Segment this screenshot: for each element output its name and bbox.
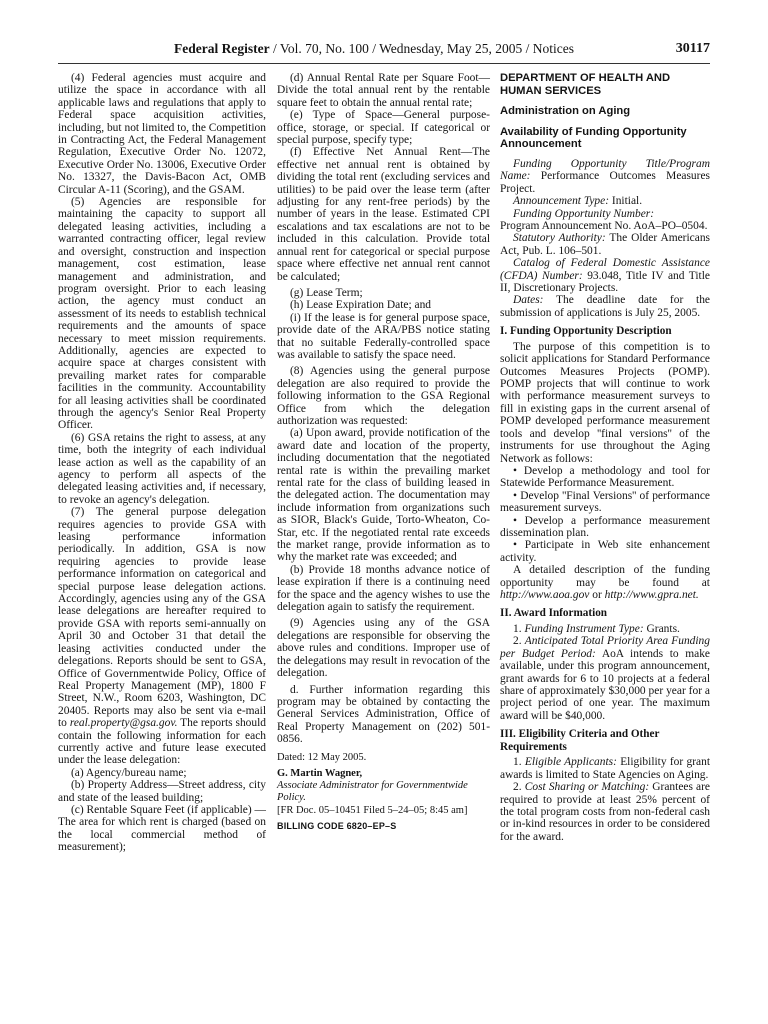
ea-value: Eligibility for grant awards is limited to State Agencies on Aging.	[500, 756, 710, 781]
ea-num: 1.	[513, 756, 525, 769]
anticipated-funding	[500, 635, 710, 722]
fit-num: 1.	[513, 622, 525, 635]
fo-label: Funding Opportunity Title/Program Name:	[500, 157, 710, 183]
aoa-link[interactable]: http://www.aoa.gov	[500, 588, 590, 601]
signer-title-text: Associate Administrator for Governmentwide Policy.	[277, 779, 468, 804]
office-heading: Administration on Aging	[500, 105, 631, 118]
detail-or: or	[589, 588, 605, 601]
paragraph-d: d. Further information regarding this program may be obtained by contacting the General Services Administration, Office of Real Property Management on (202) 501-0856.	[277, 683, 490, 746]
header-rule	[58, 63, 710, 64]
paragraph-9: (9) Agencies using any of the GSA delegations are responsible for observing the above rules and conditions. Improper use of the delegations may result in revocation of the delegation.	[277, 617, 490, 680]
item-8b: (b) Provide 18 months advance notice of lease expiration if there is a continuing need for the space and the agency wishes to use the delegation again to satisfy the requirement.	[277, 563, 490, 614]
atp-label: Anticipated Total Priority Area Funding per Budget Period:	[500, 635, 710, 660]
fit-label: Funding Instrument Type:	[524, 622, 644, 635]
journal-name: Federal Register	[174, 41, 270, 56]
funding-opportunity-number	[500, 208, 710, 220]
bullet-1: • Develop a methodology and tool for Statewide Performance Measurement.	[500, 464, 710, 490]
statutory-authority	[500, 232, 710, 257]
funding-opportunity-title	[500, 158, 710, 195]
gpra-link[interactable]: http://www.gpra.net.	[604, 588, 699, 601]
running-header	[58, 41, 710, 61]
dates	[500, 294, 710, 319]
atp-value: AoA intends to make available, under this program announcement, grant awards for 6 to 10 projects at a federal share of approximately $30,000 per year for a project period of one year. The maximum award will be $40,000.	[500, 647, 710, 722]
item-g: (g) Lease Term;	[290, 286, 363, 299]
item-h: (h) Lease Expiration Date; and	[290, 299, 432, 312]
email-link[interactable]: real.property@gsa.gov.	[69, 717, 178, 730]
fo-value: Performance Outcomes Measures Project.	[500, 170, 710, 195]
cs-label: Cost Sharing or Matching:	[524, 781, 650, 794]
dated-line: Dated: 12 May 2005.	[277, 751, 367, 763]
sa-value: The Older Americans Act, Pub. L. 106–501.	[500, 232, 710, 257]
page-number: 30117	[675, 41, 710, 56]
paragraph-7-tail: The reports should contain the following information for each currently active and future lease executed under the lease delegation:	[58, 717, 266, 767]
detail-paragraph	[500, 564, 710, 601]
fit-value: Grants.	[643, 622, 680, 635]
paragraph-6: (6) GSA retains the right to assess, at any time, both the integrity of each individual lease action as well as the capability of an agency to perform all aspects of the delegated leasing activities and, if necessary, to revoke an agency's delegation.	[58, 431, 266, 506]
cost-sharing	[500, 781, 710, 843]
funding-instrument-type	[500, 623, 710, 635]
section-1-heading: I. Funding Opportunity Description	[500, 325, 672, 338]
notice-title: Availability of Funding Opportunity Announcement	[500, 125, 687, 151]
at-label: Announcement Type:	[513, 195, 610, 208]
dates-value: The deadline date for the submission of applications is July 25, 2005.	[500, 294, 710, 319]
item-8a: (a) Upon award, provide notification of the award date and location of the property, including documentation that the negotiated rental rate is within the prevailing market rental rate for the class of building leased in the delegated action. The documentation may include information from organizations such as SIOR, Black's Guide, Torto-Wheaton, Co-Star, etc. If the negotiated rental rate exceeds the market range, provide information as to why the market rate was exceeded; and	[277, 427, 490, 564]
item-c: (c) Rentable Square Feet (if applicable) —The area for which rent is charged (based on the local commercial method of measurement);	[58, 803, 266, 854]
at-value: Initial.	[609, 195, 643, 208]
agency-heading: DEPARTMENT OF HEALTH AND HUMAN SERVICES	[500, 72, 671, 97]
signer-name: G. Martin Wagner,	[277, 767, 363, 779]
billing-code: BILLING CODE 6820–EP–S	[277, 820, 397, 831]
section-3-heading: III. Eligibility Criteria and Other Requirements	[500, 728, 660, 753]
paragraph-4: (4) Federal agencies must acquire and utilize the space in accordance with all applicable laws and regulations that apply to Federal space acquisition activities, including, but not limited to, the Competition in Contracting Act, the Federal Management Regulation, Executive Order No. 12072, Executive Order No. 13006, Executive Order No. 13327, the Davis-Bacon Act, OMB Circular A-11 (Scoring), and the GSAM.	[58, 72, 266, 196]
section-1-text: The purpose of this competition is to solicit applications for Standard Performance Outcomes Measures Projects (POMP). POMP projects that will continue to work with performance measurement surveys to fill in existing gaps in the current arsenal of POMP developed performance measurement tools and develop ''final versions'' of the instruments for use throughout the Aging Network as follows:	[500, 340, 710, 465]
bullet-4: • Participate in Web site enhancement activity.	[500, 539, 710, 564]
cfda-value: 93.048, Title IV and Title II, Discretionary Projects.	[500, 269, 710, 295]
announcement-type	[500, 195, 710, 207]
eligible-applicants	[500, 756, 710, 781]
paragraph-8: (8) Agencies using the general purpose delegation are also required to provide the following information to the GSA Regional Office from which the delegation authorization was requested:	[277, 365, 490, 427]
header-citation	[174, 41, 574, 57]
fr-doc-line: [FR Doc. 05–10451 Filed 5–24–05; 8:45 am]	[277, 805, 468, 817]
column-2	[277, 72, 490, 832]
bullet-3: • Develop a performance measurement dissemination plan.	[500, 514, 710, 539]
section-2-heading: II. Award Information	[500, 607, 608, 620]
column-3	[500, 72, 710, 843]
bullet-2: • Develop ''Final Versions'' of performance measurement surveys.	[500, 489, 710, 515]
atp-num: 2.	[513, 635, 525, 648]
paragraph-5: (5) Agencies are responsible for maintaining the capacity to support all delegated leasing activities, including a warranted contracting officer, legal review and oversight, construction and inspection management, cost estimation, lease management and administration, and program oversight. Prior to each leasing action, the agency must conduct an assessment of its needs to establish technical requirements and the amounts of space necessary to meet mission requirements. Additionally, agencies are expected to acquire space at charges consistent with prevailing market rates for comparable facilities in the community. Accountability for all leasing activities shall be coordinated through the agency's Senior Real Property Officer.	[58, 196, 266, 432]
item-f: (f) Effective Net Annual Rent—The effective net annual rent is obtained by dividing the total rent (excluding services and utilities) to be paid over the lease term (after adjusting for any rent-free periods) by the number of years in the lease. Estimated CPI escalations and tax escalations are not to be included in this calculation. Provide total annual rent for categorical or special purpose space where effective net annual rent cannot be calculated;	[277, 146, 490, 283]
sa-label: Statutory Authority:	[513, 232, 606, 245]
cs-value: Grantees are required to provide at least 25% percent of the total program costs from non-federal cash or in-kind resources in order to be considered for the award.	[500, 781, 711, 843]
column-1	[58, 72, 266, 854]
fon-value: Program Announcement No. AoA–PO–0504.	[500, 220, 708, 232]
cfda-label: Catalog of Federal Domestic Assistance (CFDA) Number:	[500, 257, 710, 282]
paragraph-7	[58, 506, 266, 767]
item-e: (e) Type of Space—General purpose-office, storage, or special. If categorical or special purpose, specify type;	[277, 109, 490, 147]
paragraph-7-text: (7) The general purpose delegation requires agencies to provide GSA with leasing performance information periodically. In addition, GSA is now requiring agencies to provide lease performance information on categorical and special purpose lease delegation actions. Accordingly, agencies using any of the GSA lease delegations are hereafter required to provide GSA with reports semi-annually on April 30 and October 31 that detail the leasing activities conducted under the delegations. Reports should be sent to GSA, Office of Governmentwide Policy, Office of Real Property Management (MP), 1800 F Street, N.W., Room 6203, Washington, DC 20405. Reports may also be sent via e-mail to	[58, 506, 266, 730]
item-b: (b) Property Address—Street address, city and state of the leased building;	[58, 779, 266, 804]
detail-text: A detailed description of the funding opportunity may be found at	[500, 564, 710, 589]
dates-label: Dates:	[513, 294, 544, 307]
issue-info: / Vol. 70, No. 100 / Wednesday, May 25, 2005 / Notices	[269, 41, 574, 56]
cfda-number	[500, 257, 710, 294]
item-d: (d) Annual Rental Rate per Square Foot—Divide the total annual rent by the rentable square feet to obtain the annual rental rate;	[277, 72, 490, 109]
signer-title	[277, 780, 490, 804]
item-a: (a) Agency/bureau name;	[71, 766, 187, 779]
item-i: (i) If the lease is for general purpose space, provide date of the ARA/PBS notice stating that no suitable Federally-controlled space was available to satisfy the space need.	[277, 311, 490, 361]
fon-label: Funding Opportunity Number:	[513, 207, 655, 220]
ea-label: Eligible Applicants:	[524, 756, 617, 769]
cs-num: 2.	[513, 781, 525, 794]
